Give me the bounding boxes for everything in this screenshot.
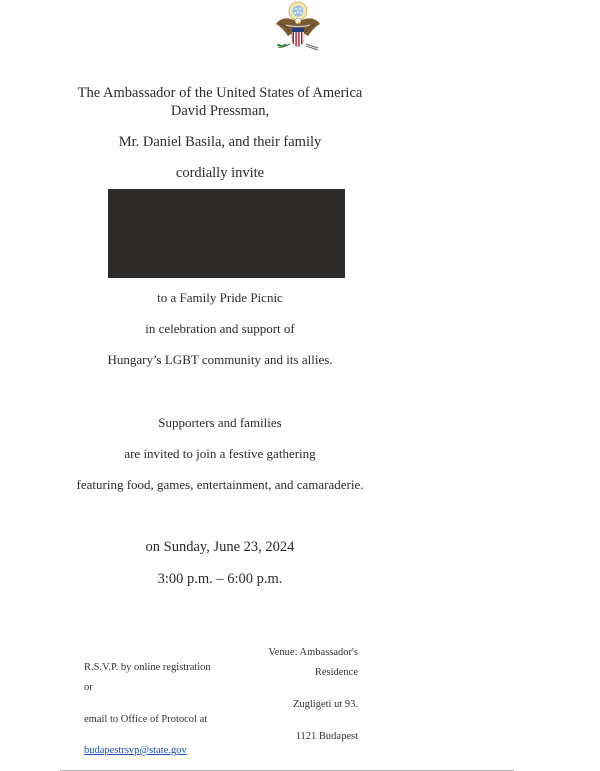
rsvp-email-intro: email to Office of Protocol at xyxy=(84,714,208,725)
host-line-family: Mr. Daniel Basila, and their family xyxy=(118,134,322,150)
venue-residence: Residence xyxy=(314,667,358,678)
event-date: on Sunday, June 23, 2024 xyxy=(145,539,295,555)
event-time: 3:00 p.m. – 6:00 p.m. xyxy=(157,571,283,587)
featuring-line: featuring food, games, entertainment, and camaraderie. xyxy=(76,477,364,492)
supporters-line: Supporters and families xyxy=(158,415,282,430)
venue-label: Venue: Ambassador's xyxy=(268,647,358,658)
gathering-line: are invited to join a festive gathering xyxy=(124,446,316,461)
host-line-ambassador: The Ambassador of the United States of America xyxy=(77,85,363,101)
rsvp-or: or xyxy=(84,682,93,693)
venue-city: 1121 Budapest xyxy=(295,731,358,742)
invite-line: cordially invite xyxy=(175,165,265,181)
rsvp-line: R.S.V.P. by online registration xyxy=(84,662,211,673)
rsvp-email-link[interactable]: budapestrsvp@state.gov xyxy=(84,745,187,756)
event-line-picnic: to a Family Pride Picnic xyxy=(157,290,283,305)
host-line-name: David Pressman, xyxy=(170,103,270,119)
venue-street: Zugligeti ut 93. xyxy=(292,699,358,710)
event-line-community: Hungary’s LGBT community and its allies. xyxy=(107,352,333,367)
great-seal-emblem xyxy=(268,0,328,60)
redacted-block xyxy=(108,189,345,278)
event-line-celebration: in celebration and support of xyxy=(145,321,295,336)
